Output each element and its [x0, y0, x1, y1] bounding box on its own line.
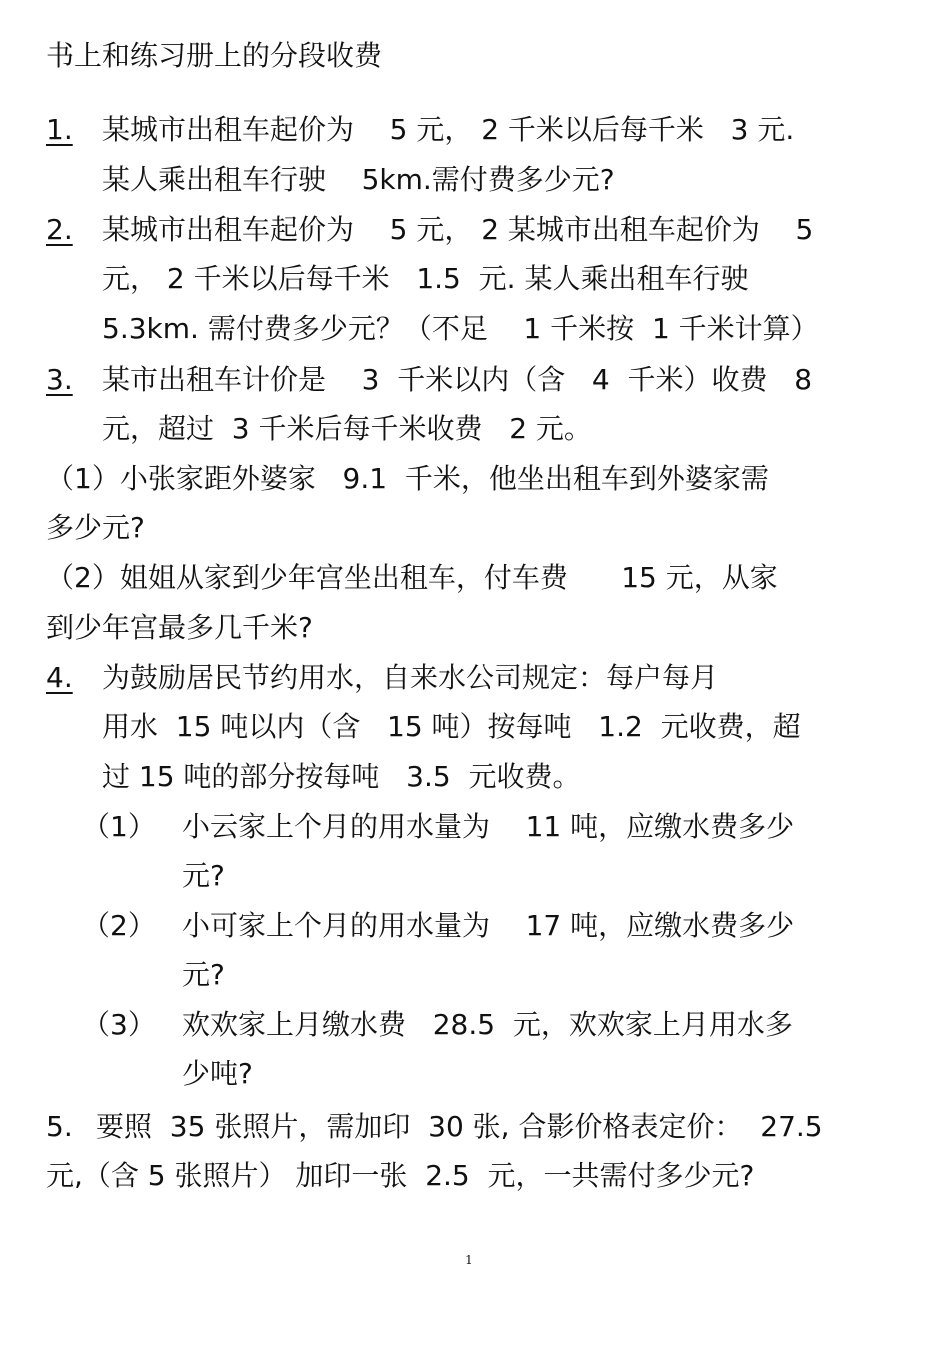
problem-4-sub-3-label: （3）	[82, 1008, 156, 1041]
problem-3-sub-2-line-2: 到少年宫最多几千米?	[46, 611, 313, 644]
problem-4-line-2: 用水 15 吨以内（含 15 吨）按每吨 1.2 元收费，超	[102, 710, 801, 743]
problem-3-line-2: 元，超过 3 千米后每千米收费 2 元。	[102, 412, 592, 445]
problem-1-line-1: 某城市出租车起价为 5 元， 2 千米以后每千米 3 元.	[102, 113, 795, 146]
problem-4-sub-1-line-1: 小云家上个月的用水量为 11 吨，应缴水费多少	[182, 810, 795, 843]
problem-3-sub-1-line-2: 多少元?	[46, 511, 145, 544]
problem-4-sub-3-line-2: 少吨?	[182, 1057, 253, 1090]
document-title: 书上和练习册上的分段收费	[46, 39, 383, 72]
problem-3-sub-1-line-1: （1）小张家距外婆家 9.1 千米，他坐出租车到外婆家需	[46, 462, 769, 495]
problem-4-sub-3-line-1: 欢欢家上月缴水费 28.5 元，欢欢家上月用水多	[182, 1008, 793, 1041]
problem-2-line-3: 5.3km. 需付费多少元？（不足 1 千米按 1 千米计算）	[102, 312, 819, 345]
problem-3-line-1: 某市出租车计价是 3 千米以内（含 4 千米）收费 8	[102, 363, 813, 396]
problem-3-number: 3.	[46, 363, 73, 396]
problem-1-line-2: 某人乘出租车行驶 5km.需付费多少元?	[102, 163, 615, 196]
problem-4-sub-2-label: （2）	[82, 909, 156, 942]
problem-2-line-1: 某城市出租车起价为 5 元， 2 某城市出租车起价为 5	[102, 213, 814, 246]
problem-2-number: 2.	[46, 213, 73, 246]
problem-4-line-1: 为鼓励居民节约用水，自来水公司规定：每户每月	[102, 661, 719, 694]
page-number: 1	[465, 1253, 473, 1267]
problem-5-line-1: 要照 35 张照片，需加印 30 张, 合影价格表定价： 27.5	[96, 1110, 823, 1143]
problem-5-number: 5.	[46, 1110, 73, 1143]
problem-4-sub-2-line-1: 小可家上个月的用水量为 17 吨，应缴水费多少	[182, 909, 795, 942]
problem-4-sub-1-line-2: 元?	[182, 859, 225, 892]
problem-3-sub-2-line-1: （2）姐姐从家到少年宫坐出租车，付车费 15 元，从家	[46, 561, 778, 594]
problem-4-number: 4.	[46, 661, 73, 694]
problem-2-line-2: 元， 2 千米以后每千米 1.5 元. 某人乘出租车行驶	[102, 262, 749, 295]
problem-4-sub-1-label: （1）	[82, 810, 156, 843]
problem-4-line-3: 过 15 吨的部分按每吨 3.5 元收费。	[102, 760, 581, 793]
problem-1-number: 1.	[46, 113, 73, 146]
problem-5-line-2: 元,（含 5 张照片） 加印一张 2.5 元，一共需付多少元?	[46, 1159, 755, 1192]
problem-4-sub-2-line-2: 元?	[182, 958, 225, 991]
